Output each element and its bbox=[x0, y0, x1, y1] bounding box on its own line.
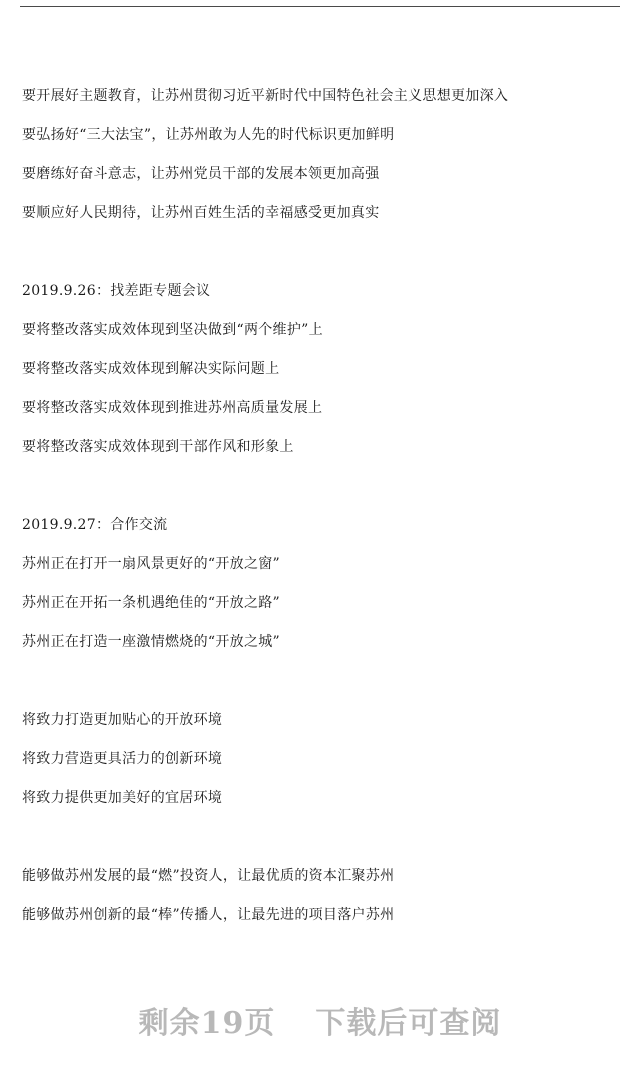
section-gap bbox=[22, 671, 622, 710]
section-3 bbox=[22, 515, 622, 671]
text-line: 苏州正在开拓一条机遇绝佳的“开放之路” bbox=[22, 595, 281, 611]
text-line: 将致力提供更加美好的宜居环境 bbox=[22, 790, 223, 806]
top-divider bbox=[20, 6, 620, 7]
download-to-read-label[interactable]: 下载后可查阅 bbox=[315, 1006, 502, 1041]
section-heading: 2019.9.27：合作交流 bbox=[22, 517, 168, 533]
text-line: 要顺应好人民期待，让苏州百姓生活的幸福感受更加真实 bbox=[22, 205, 380, 221]
section-gap bbox=[22, 827, 622, 866]
text-line: 将致力打造更加贴心的开放环境 bbox=[22, 712, 223, 728]
text-line: 将致力营造更具活力的创新环境 bbox=[22, 751, 223, 767]
section-gap bbox=[22, 242, 622, 281]
text-line: 要将整改落实成效体现到解决实际问题上 bbox=[22, 361, 280, 377]
text-line: 苏州正在打造一座激情燃烧的“开放之城” bbox=[22, 634, 281, 650]
text-line: 要磨练好奋斗意志，让苏州党员干部的发展本领更加高强 bbox=[22, 166, 380, 182]
remaining-pages-label: 剩余19页 bbox=[138, 1006, 276, 1041]
text-line: 能够做苏州发展的最“燃”投资人，让最优质的资本汇聚苏州 bbox=[22, 868, 395, 884]
section-2 bbox=[22, 281, 622, 476]
section-gap bbox=[22, 476, 622, 515]
section-1 bbox=[22, 86, 622, 242]
text-line: 能够做苏州创新的最“棒”传播人，让最先进的项目落户苏州 bbox=[22, 907, 395, 923]
section-5 bbox=[22, 866, 622, 944]
text-line: 苏州正在打开一扇风景更好的“开放之窗” bbox=[22, 556, 281, 572]
text-line: 要将整改落实成效体现到推进苏州高质量发展上 bbox=[22, 400, 323, 416]
section-heading: 2019.9.26：找差距专题会议 bbox=[22, 283, 211, 299]
download-prompt-banner[interactable] bbox=[0, 998, 640, 1042]
section-4 bbox=[22, 710, 622, 827]
text-line: 要弘扬好“三大法宝”，让苏州敢为人先的时代标识更加鲜明 bbox=[22, 127, 395, 143]
text-line: 要将整改落实成效体现到坚决做到“两个维护”上 bbox=[22, 322, 323, 338]
text-line: 要将整改落实成效体现到干部作风和形象上 bbox=[22, 439, 294, 455]
document-body bbox=[22, 86, 622, 944]
text-line: 要开展好主题教育，让苏州贯彻习近平新时代中国特色社会主义思想更加深入 bbox=[22, 88, 509, 104]
